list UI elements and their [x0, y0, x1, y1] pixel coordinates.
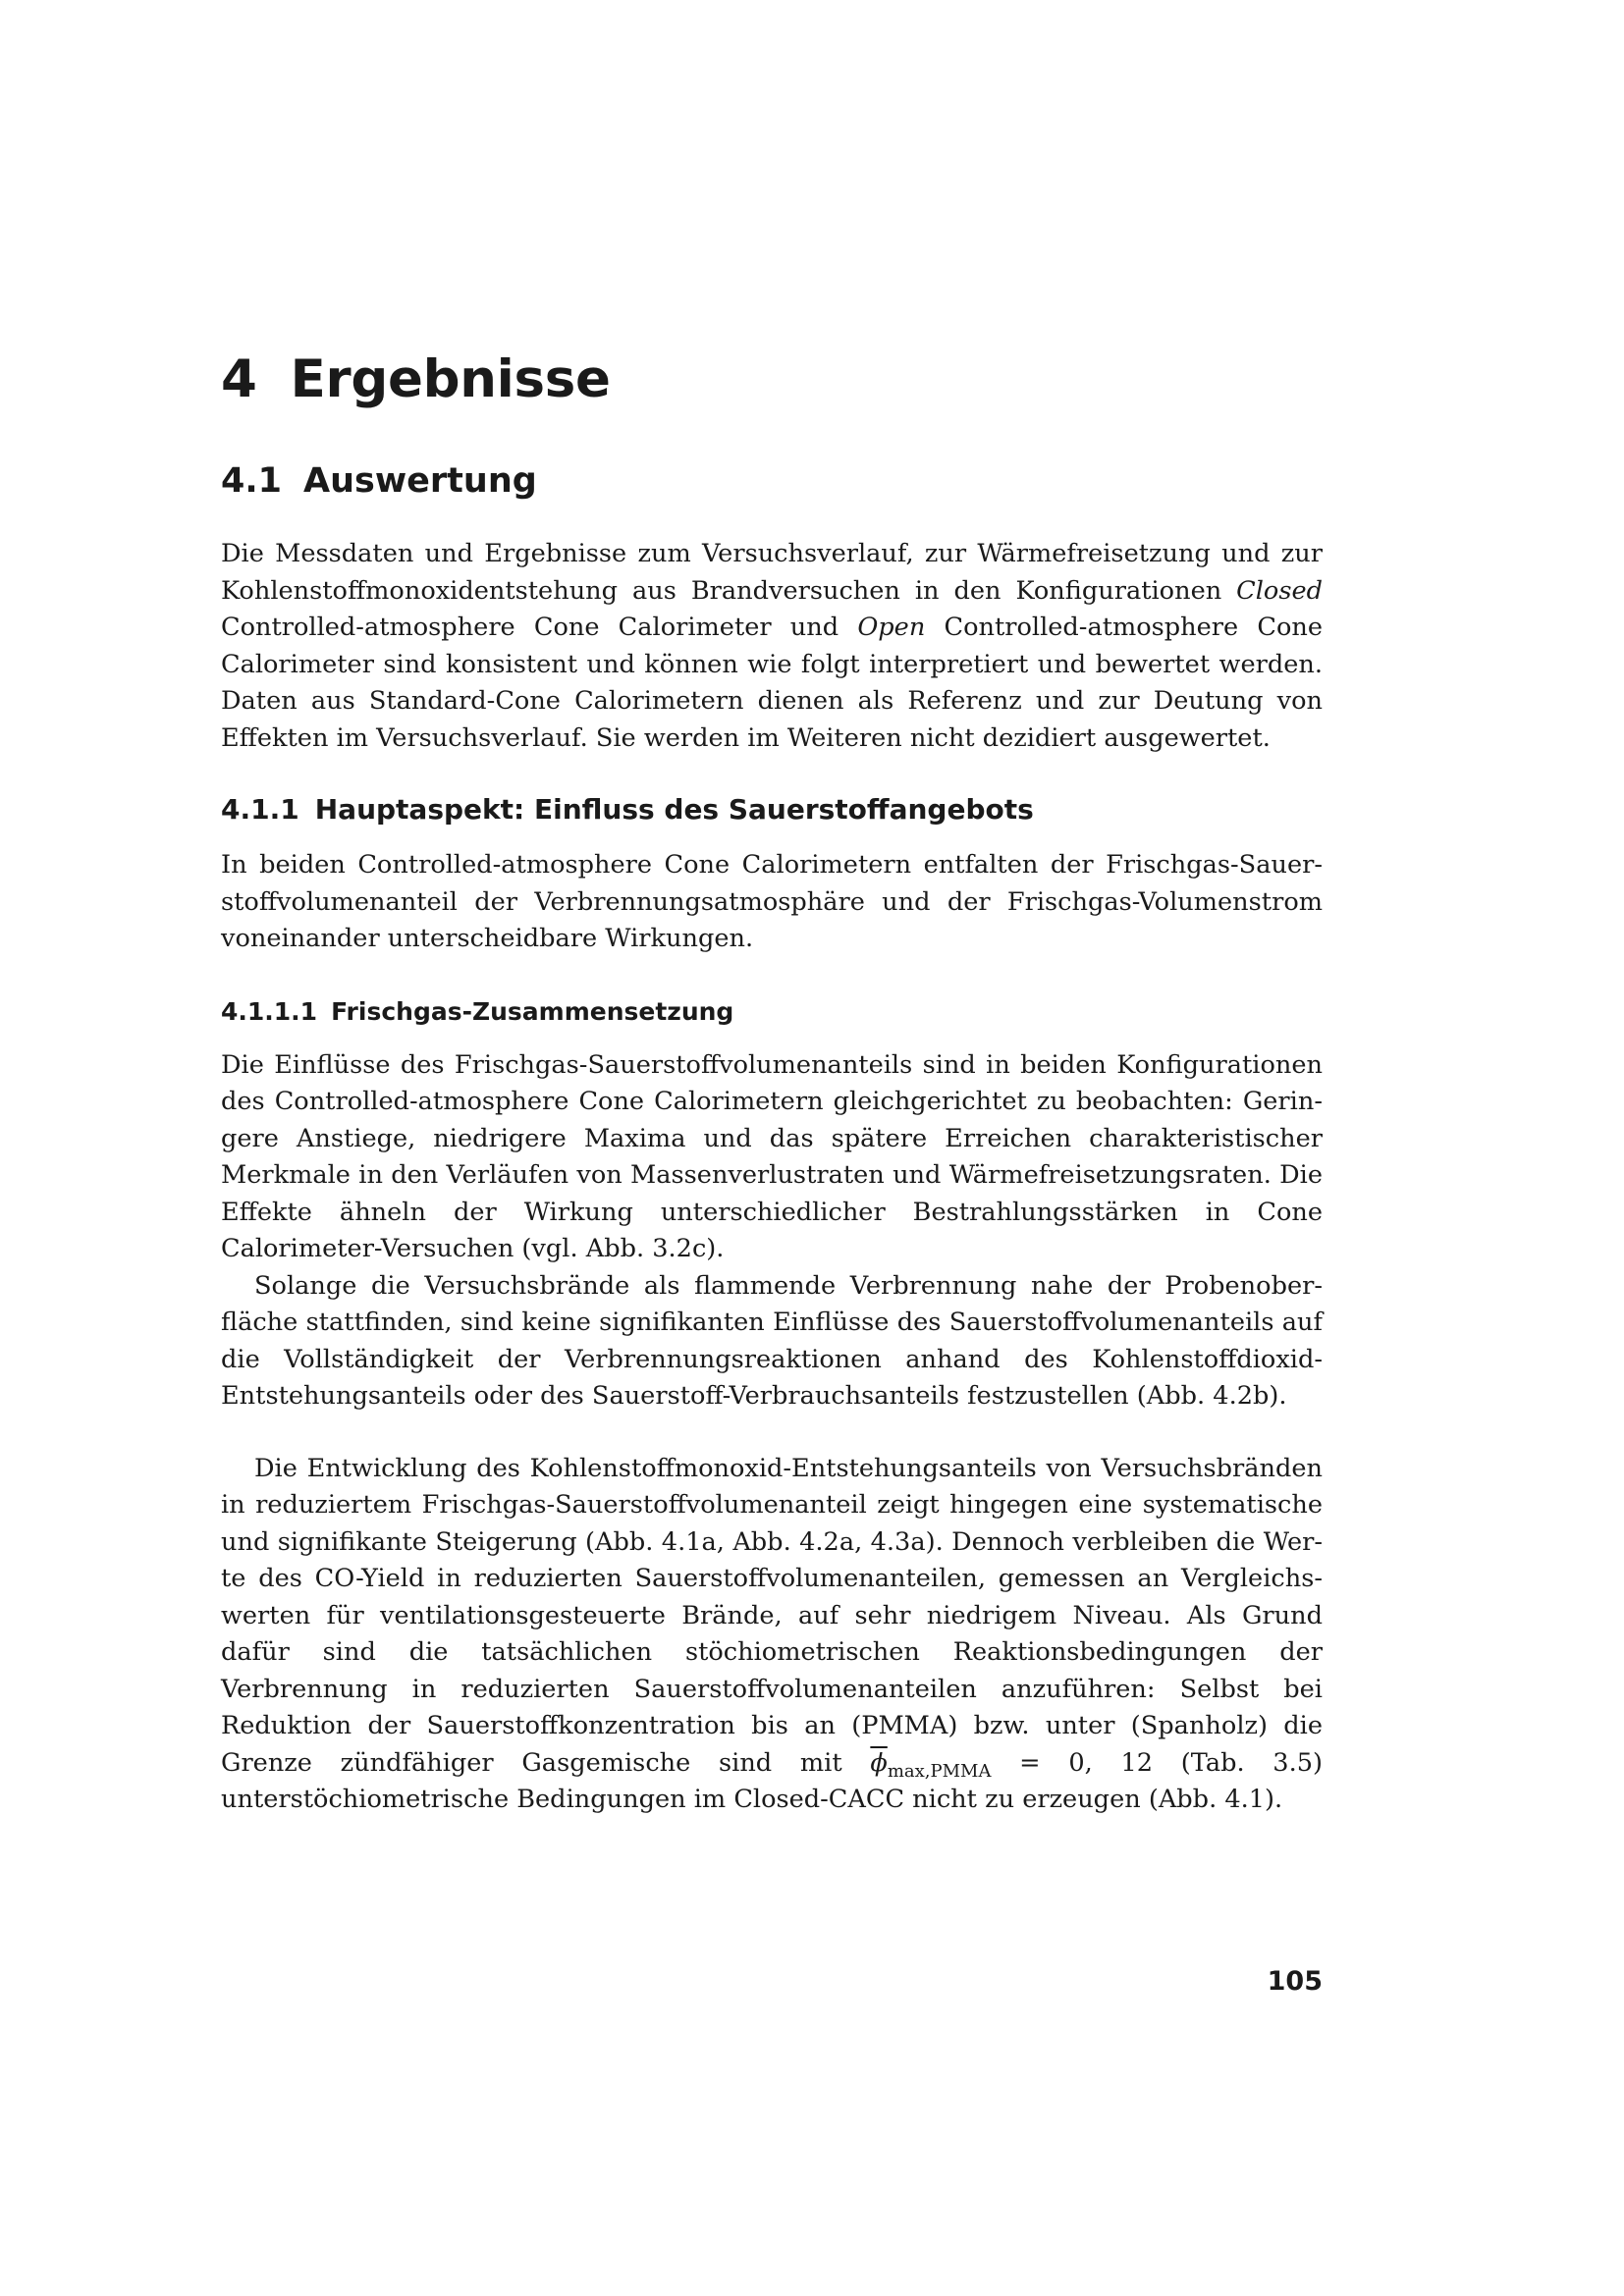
section-title: Auswertung [303, 461, 537, 501]
subsubsection-number: 4.1.1.1 [221, 996, 318, 1026]
text-run: Die Messdaten und Ergebnisse zum Versuchsverlauf, zur Wärmefreisetzung und zur Kohlenstoffmonoxidentstehung aus Brandversuchen in den Konfigurationen [221, 539, 1323, 606]
chapter-title: Ergebnisse [290, 349, 611, 409]
emphasis-closed: Closed [1236, 575, 1323, 606]
body-paragraph-2: Solange die Versuchsbrände als flammende Verbrennung nahe der Probenoberfläche stattfinden, sind keine signifikanten Einflüsse des Sauerstoffvolumenanteils auf die Vollständigkeit der Verbrennungsreaktionen anhand des Kohlenstoffdioxid-Entstehungsanteils oder des Sauerstoff-Verbrauchsanteils festzustellen (Abb. 4.2b). [221, 1270, 1323, 1411]
section-intro-paragraph [221, 536, 1323, 757]
phi-symbol: $\overline{\phi}$ [870, 1747, 888, 1778]
emphasis-open: Open [857, 613, 926, 642]
subsection-paragraph: In beiden Controlled-atmosphere Cone Calorimetern entfalten der Frischgas-Sauerstoffvolumenanteil der Verbrennungsatmosphäre und der Frischgas-Volumenstrom voneinander unterscheidbare Wirkungen. [221, 850, 1323, 953]
page-content [221, 349, 1323, 1819]
subsection-title: Hauptaspekt: Einfluss des Sauerstoffangebots [314, 793, 1034, 826]
text-run: Controlled-atmosphere Cone Calorimeter und [221, 613, 858, 642]
subsection-heading [221, 793, 1323, 826]
page-number: 105 [1267, 1966, 1323, 1997]
chapter-number: 4 [221, 349, 257, 409]
text-run: Die Entwicklung des Kohlenstoffmonoxid-Entstehungsanteils von Versuchsbränden in reduziertem Frischgas-Sauerstoffvolumenanteil zeigt hingegen eine systematische und signifikante Steigerung (Abb. 4.1a, Abb. 4.2a, 4.3a). Dennoch verbleiben die Werte des CO-Yield in reduzierten Sauerstoffvolumenanteilen, gemessen an Vergleichswerten für ventilationsgesteuerte Brände, auf sehr niedrigem Niveau. Als Grund dafür sind die tatsächlichen stöchiometrischen Reaktionsbedingungen der Verbrennung in reduzierten Sauerstoffvolumenanteilen anzuführen: Selbst bei Reduktion der Sauerstoffkonzentration bis an (PMMA) bzw. unter (Spanholz) die Grenze zündfähiger Gasgemische sind mit [221, 1453, 1323, 1778]
body-paragraph-3 [221, 1451, 1323, 1819]
text-run: Controlled-atmosphere Cone Calorimeter sind konsistent und können wie folgt interpretiert und bewertet werden. Daten aus Standard-Cone Calorimetern dienen als Referenz und zur Deutung von Effekten im Versuchsverlauf. Sie werden im Weiteren nicht dezidiert ausgewertet. [221, 613, 1323, 753]
phi-subscript: max,PMMA [887, 1760, 992, 1782]
section-heading [221, 461, 1323, 501]
subsubsection-heading [221, 996, 1323, 1026]
body-paragraph-1: Die Einflüsse des Frischgas-Sauerstoffvolumenanteils sind in beiden Konfigurationen des Controlled-atmosphere Cone Calorimetern gleichgerichtet zu beobachten: Geringere Anstiege, niedrigere Maxima und das spätere Erreichen charakteristischer Merkmale in den Verläufen von Massenverlustraten und Wärmefreisetzungsraten. Die Effekte ähneln der Wirkung unterschiedlicher Bestrahlungsstärken in Cone Calorimeter-Versuchen (vgl. Abb. 3.2c). [221, 1049, 1323, 1263]
text-run: = 0, 12 (Tab. 3.5) unterstöchiometrische Bedingungen im Closed-CACC nicht zu erzeugen (Abb. 4.1). [221, 1747, 1323, 1814]
section-number: 4.1 [221, 461, 283, 501]
subsubsection-title: Frischgas-Zusammensetzung [331, 996, 734, 1026]
subsection-number: 4.1.1 [221, 793, 299, 826]
chapter-heading [221, 349, 1323, 409]
